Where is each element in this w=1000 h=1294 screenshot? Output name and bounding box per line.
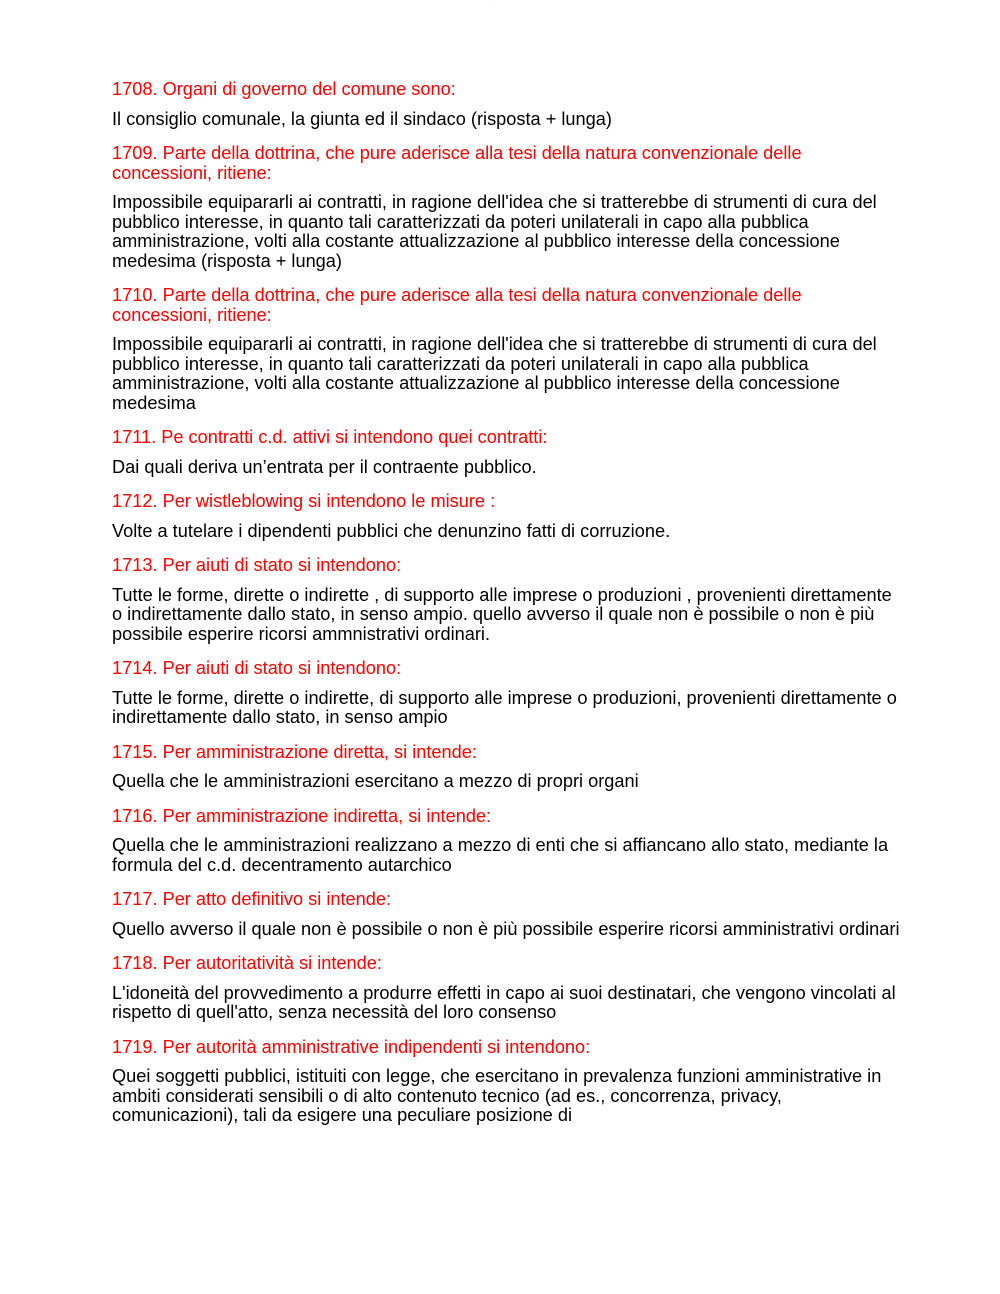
answer-text: Tutte le forme, dirette o indirette , di supporto alle imprese o produzioni , provenienti direttamente o indirettamente dallo stato, in senso ampio. quello avverso il quale non è possibile o non è più possibile esperire ricorsi ammnistrativi ordinari. <box>112 584 892 644</box>
question-text: 1711. Pe contratti c.d. attivi si intendono quei contratti: <box>112 427 548 447</box>
qa-item-1710 <box>112 286 902 413</box>
question-text: 1715. Per amministrazione diretta, si intende: <box>112 741 477 762</box>
qa-item-1718 <box>112 954 902 1023</box>
question-text: 1708. Organi di governo del comune sono: <box>112 79 456 99</box>
answer-text: Dai quali deriva un’entrata per il contraente pubblico. <box>112 456 537 477</box>
qa-item-1712 <box>112 492 902 541</box>
answer-text: Impossibile equipararli ai contratti, in ragione dell'idea che si tratterebbe di strumenti di cura del pubblico interesse, in quanto tali caratterizzati da poteri unilaterali in capo alla pubblica amministrazione, volti alla costante attualizzazione al pubblico interesse della concessione medesima (risposta + lunga) <box>112 192 877 271</box>
answer-text: Impossibile equipararli ai contratti, in ragione dell'idea che si tratterebbe di strumenti di cura del pubblico interesse, in quanto tali caratterizzati da poteri unilaterali in capo alla pubblica amministrazione, volti alla costante attualizzazione al pubblico interesse della concessione medesima <box>112 334 877 413</box>
question-text: 1719. Per autorità amministrative indipendenti si intendono: <box>112 1036 591 1057</box>
qa-item-1708 <box>112 80 902 129</box>
question-text: 1710. Parte della dottrina, che pure aderisce alla tesi della natura convenzionale delle concessioni, ritiene: <box>112 285 802 325</box>
answer-text: Tutte le forme, dirette o indirette, di supporto alle imprese o produzioni, provenienti direttamente o indirettamente dallo stato, in senso ampio <box>112 687 897 727</box>
qa-item-1715 <box>112 743 902 792</box>
question-text: 1716. Per amministrazione indiretta, si intende: <box>112 805 492 826</box>
question-text: 1714. Per aiuti di stato si intendono: <box>112 658 402 678</box>
question-text: 1709. Parte della dottrina, che pure aderisce alla tesi della natura convenzionale delle concessioni, ritiene: <box>112 143 802 183</box>
answer-text: Quella che le amministrazioni esercitano a mezzo di propri organi <box>112 771 639 791</box>
qa-item-1711 <box>112 428 902 477</box>
qa-item-1713 <box>112 556 902 644</box>
qa-item-1717 <box>112 890 902 939</box>
qa-item-1719 <box>112 1038 902 1126</box>
question-text: 1718. Per autoritatività si intende: <box>112 953 382 973</box>
answer-text: Quei soggetti pubblici, istituiti con legge, che esercitano in prevalenza funzioni amministrative in ambiti considerati sensibili o di alto contenuto tecnico (ad es., concorrenza, privacy, comunicazioni), tali da esigere una peculiare posizione di <box>112 1066 882 1125</box>
answer-text: Quella che le amministrazioni realizzano a mezzo di enti che si affiancano allo stato, mediante la formula del c.d. decentramento autarchico <box>112 835 889 875</box>
document-page <box>112 80 902 1141</box>
question-text: 1713. Per aiuti di stato si intendono: <box>112 555 402 575</box>
qa-item-1716 <box>112 807 902 876</box>
question-text: 1717. Per atto definitivo si intende: <box>112 889 392 909</box>
answer-text: L'idoneità del provvedimento a produrre effetti in capo ai suoi destinatari, che vengono vincolati al rispetto di quell'atto, senza necessità del loro consenso <box>112 982 896 1022</box>
answer-text: Il consiglio comunale, la giunta ed il sindaco (risposta + lunga) <box>112 108 612 129</box>
page-header-mark: ········ <box>488 0 496 3</box>
question-text: 1712. Per wistleblowing si intendono le misure : <box>112 491 496 511</box>
qa-item-1709 <box>112 144 902 271</box>
answer-text: Volte a tutelare i dipendenti pubblici che denunzino fatti di corruzione. <box>112 520 671 541</box>
qa-item-1714 <box>112 659 902 728</box>
answer-text: Quello avverso il quale non è possibile o non è più possibile esperire ricorsi amministrativi ordinari <box>112 918 900 939</box>
